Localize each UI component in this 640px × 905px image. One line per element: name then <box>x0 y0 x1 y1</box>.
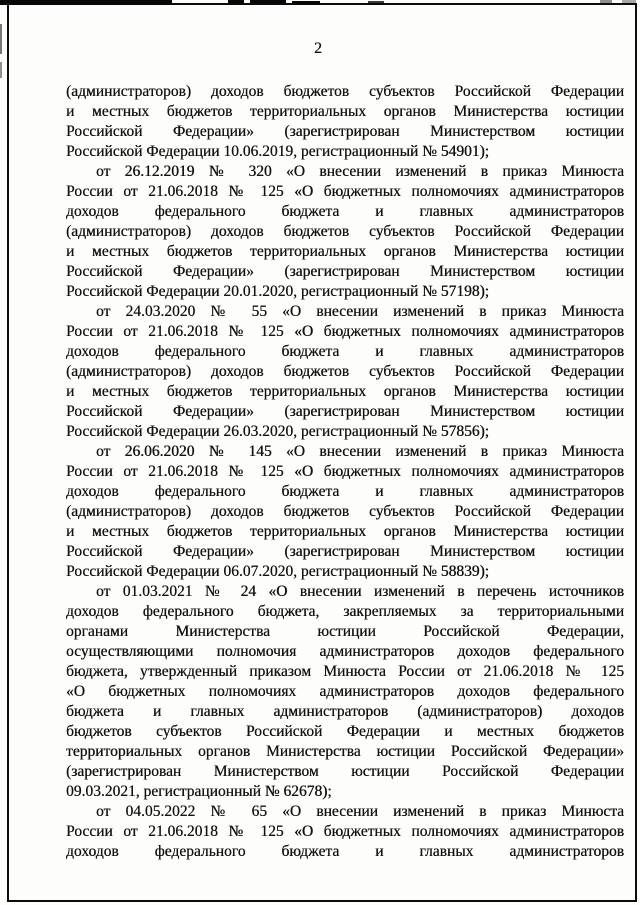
scan-artifact <box>0 62 2 78</box>
text-line: доходов федерального бюджета и главных администраторов <box>66 843 624 860</box>
text-line: бюджета и главных администраторов (администраторов) доходов <box>66 703 624 720</box>
text-line: органами Министерства юстиции Российской Федерации, <box>66 623 624 640</box>
paragraph <box>66 802 624 862</box>
page-content <box>66 40 624 862</box>
text-line: доходов федерального бюджета, закрепляемых за территориальными <box>66 603 624 620</box>
text-line: Российской Федерации 20.01.2020, регистрационный № 57198); <box>66 283 489 300</box>
text-line: территориальных органов Министерства юстиции Российской Федерации» <box>66 743 624 760</box>
paragraph <box>66 582 624 802</box>
scan-artifact <box>228 0 244 4</box>
paragraph <box>66 302 624 442</box>
paragraph <box>66 82 624 162</box>
scan-artifact <box>600 0 612 3</box>
page-number: 2 <box>314 40 322 57</box>
text-line: от 01.03.2021 № 24 «О внесении изменений в перечень источников <box>96 583 624 600</box>
scan-artifact <box>622 0 636 3</box>
document-body <box>66 82 624 862</box>
text-line: (администраторов) доходов бюджетов субъектов Российской Федерации <box>66 83 624 100</box>
text-line: и местных бюджетов территориальных органов Министерства юстиции <box>66 243 624 260</box>
text-line: и местных бюджетов территориальных органов Министерства юстиции <box>66 103 624 120</box>
paragraph <box>66 162 624 302</box>
text-line: и местных бюджетов территориальных органов Министерства юстиции <box>66 523 624 540</box>
text-line: Российской Федерации» (зарегистрирован Министерством юстиции <box>66 263 624 280</box>
scan-artifact <box>292 1 320 4</box>
text-line: России от 21.06.2018 № 125 «О бюджетных полномочиях администраторов <box>66 823 624 840</box>
text-line: доходов федерального бюджета и главных администраторов <box>66 483 624 500</box>
text-line: бюджетов субъектов Российской Федерации и местных бюджетов <box>66 723 624 740</box>
text-line: от 26.12.2019 № 320 «О внесении изменений в приказ Минюста <box>96 163 624 180</box>
text-line: от 04.05.2022 № 65 «О внесении изменений в приказ Минюста <box>96 803 624 820</box>
text-line: (администраторов) доходов бюджетов субъектов Российской Федерации <box>66 363 624 380</box>
text-line: доходов федерального бюджета и главных администраторов <box>66 343 624 360</box>
text-line: Российской Федерации» (зарегистрирован Министерством юстиции <box>66 543 624 560</box>
text-line: России от 21.06.2018 № 125 «О бюджетных полномочиях администраторов <box>66 183 624 200</box>
text-line: от 24.03.2020 № 55 «О внесении изменений в приказ Минюста <box>96 303 624 320</box>
text-line: России от 21.06.2018 № 125 «О бюджетных полномочиях администраторов <box>66 463 624 480</box>
paragraph <box>66 442 624 582</box>
text-line: и местных бюджетов территориальных органов Министерства юстиции <box>66 383 624 400</box>
text-line: от 26.06.2020 № 145 «О внесении изменений в приказ Минюста <box>96 443 624 460</box>
text-line: Российской Федерации 26.03.2020, регистрационный № 57856); <box>66 423 489 440</box>
text-line: Российской Федерации» (зарегистрирован Министерством юстиции <box>66 403 624 420</box>
text-line: (администраторов) доходов бюджетов субъектов Российской Федерации <box>66 503 624 520</box>
scan-artifact <box>368 1 384 4</box>
scan-artifact <box>250 0 286 4</box>
text-line: Российской Федерации 10.06.2019, регистрационный № 54901); <box>66 143 489 160</box>
text-line: Российской Федерации 06.07.2020, регистрационный № 58839); <box>66 563 489 580</box>
text-line: (администраторов) доходов бюджетов субъектов Российской Федерации <box>66 223 624 240</box>
scan-artifact <box>0 0 172 5</box>
text-line: осуществляющими полномочия администраторов доходов федерального <box>66 643 624 660</box>
text-line: бюджета, утвержденный приказом Минюста России от 21.06.2018 № 125 <box>66 663 624 680</box>
text-line: России от 21.06.2018 № 125 «О бюджетных полномочиях администраторов <box>66 323 624 340</box>
scan-artifact <box>0 24 2 54</box>
text-line: 09.03.2021, регистрационный № 62678); <box>66 783 332 800</box>
text-line: Российской Федерации» (зарегистрирован Министерством юстиции <box>66 123 624 140</box>
text-line: «О бюджетных полномочиях администраторов доходов федерального <box>66 683 624 700</box>
text-line: доходов федерального бюджета и главных администраторов <box>66 203 624 220</box>
text-line: (зарегистрирован Министерством юстиции Российской Федерации <box>66 763 624 780</box>
